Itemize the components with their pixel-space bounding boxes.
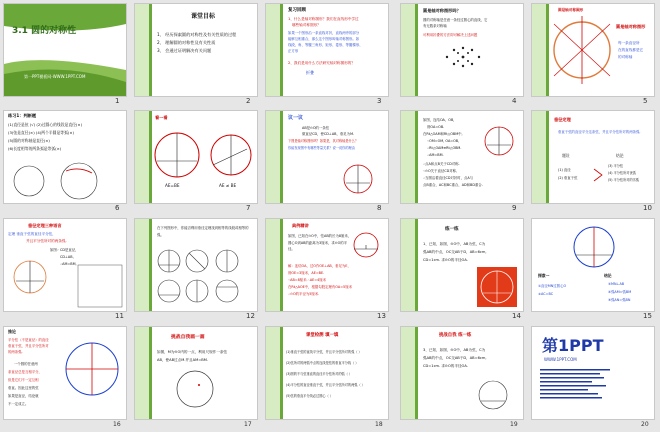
slide-line: 不一定成立。	[8, 402, 29, 406]
slide-line: 2、 理解圆的对称性及有关性质	[157, 40, 216, 45]
brand-logo: 第1PPT	[542, 336, 604, 355]
slide-line: 条直径总是互相平分，	[8, 370, 42, 374]
slide-number: 17	[244, 421, 252, 428]
slide-line: CD⊥AB,	[60, 255, 74, 259]
slide-thumbnail-14[interactable]	[400, 218, 524, 312]
slide-line: CD=1cm. 求⊙O的半径OA.	[423, 364, 468, 368]
slide-background	[4, 4, 126, 96]
slide-line: 能够互相重合，那么这个图形叫轴对称图形。如	[288, 37, 360, 41]
slide-line: ∴⊙O的半径为5厘米.	[288, 292, 320, 296]
slide-line: ∴AM=BM,	[60, 262, 77, 266]
slide-line: CD=1cm. 求⊙O的半径OA.	[423, 258, 468, 262]
slide-line: 哪些轴对称图形？	[292, 23, 321, 27]
slide-number: 12	[246, 312, 255, 320]
slide-thumbnail-17[interactable]	[134, 326, 258, 420]
slide-heading: 挑战自我 练一练	[439, 333, 472, 338]
slide-line: AB，使AB过点M.并且AM=BM.	[157, 358, 208, 362]
slide-background	[401, 111, 523, 203]
slide-thumbnail-13[interactable]	[265, 218, 389, 312]
slide-caption: AE=BE	[165, 183, 180, 188]
slide-caption: AE ≠ BE	[219, 183, 237, 188]
slide-heading: 复习回顾	[288, 8, 306, 13]
slide-line: ∴AM=BM.	[427, 153, 444, 157]
slide-line: ②AC=BC	[538, 292, 554, 296]
slide-number: 6	[115, 204, 120, 212]
slide-line: 可利用折叠的方法即可解决上述问题	[423, 33, 478, 37]
slide-line: 解：连结OA，过O作OE⊥AB，垂足为E，	[288, 264, 351, 268]
slide-number: 5	[643, 97, 648, 105]
slide-thumbnail-5[interactable]	[531, 3, 655, 97]
slide-thumbnail-9[interactable]	[400, 110, 524, 204]
slide-line: (5) 平分弦所对的劣弧	[608, 178, 640, 182]
slide-number: 1	[115, 97, 120, 105]
slide-thumbnail-7[interactable]	[134, 110, 258, 204]
slide-thumbnail-15[interactable]	[531, 218, 655, 312]
slide-line: (4)平分弦的直径垂直于弦，并且平分弦所对的两弧（ ）	[286, 383, 365, 387]
slide-line: 弧AB的中点，OC交AB于D，AB=6cm,	[423, 250, 487, 254]
slide-line: ∵⊙O关于直径CD对称,	[423, 169, 458, 173]
slide-line: (3) 平分弦	[608, 164, 624, 168]
slide-line: 1、已知，如图，⊙O中，AB为弦，C为	[423, 242, 486, 246]
slide-thumbnail-18[interactable]	[265, 326, 389, 420]
slide-footer: 第一PPT模板网-WWW.1PPT.COM	[24, 74, 86, 79]
slide-number: 4	[512, 97, 517, 105]
slide-thumbnail-4[interactable]	[400, 3, 524, 97]
slide-heading: 议一议	[288, 115, 304, 121]
slide-line: (5)圆的对称轴是直径(×)	[8, 138, 50, 143]
slide-number: 16	[113, 421, 121, 428]
slide-thumbnail-12[interactable]	[134, 218, 258, 312]
slide-line: 3、已知，如图，⊙O中，AB为弦，C为	[423, 348, 486, 352]
slide-line: 有无数条对称轴	[423, 24, 447, 28]
slide-line: 如果是直径，结论就	[8, 394, 39, 398]
slide-line: (5)弦的垂直平分线必过圆心（ ）	[286, 394, 333, 398]
slide-thumbnail-6[interactable]	[3, 110, 127, 204]
slide-number: 2	[246, 97, 251, 105]
slide-number: 7	[246, 204, 251, 212]
slide-line: ④弧AM=弧BM	[608, 290, 632, 294]
slide-line: 的对称轴	[618, 55, 633, 59]
slide-label: 结论	[604, 273, 612, 278]
slide-line: ①直径MN过圆心O	[538, 284, 567, 288]
slide-number: 13	[377, 312, 386, 320]
slide-title: 3.1 圆的对称性	[12, 26, 77, 36]
slide-thumbnail-2[interactable]	[134, 3, 258, 97]
slide-background	[401, 219, 523, 311]
slide-number: 3	[377, 97, 382, 105]
slide-line: 垂直于弦，并且平分弦所对	[8, 344, 49, 348]
slide-line: AB是⊙O的一条弦	[302, 126, 330, 130]
slide-thumbnail-20[interactable]	[531, 326, 655, 420]
slide-line: ∵OM=OM, OA=OB,	[427, 139, 460, 143]
slide-heading: 练一练	[445, 227, 459, 232]
slide-line: 如图∵ CD是直径，	[50, 248, 79, 252]
slide-line: 的两条弧.	[8, 350, 23, 354]
slide-line: 线段、角、等腰三角形、矩形、菱形、等腰梯形、	[288, 43, 363, 47]
slide-line: 平分弦（不是直径）的直径	[8, 338, 49, 342]
slide-thumbnail-3[interactable]	[265, 3, 389, 97]
slide-line: 1、什么是轴对称图形？我们在直线形中学过	[288, 17, 359, 21]
slide-line: 定理 垂直于弦的直径平分弦，	[8, 232, 56, 236]
slide-line: 每一条直径所	[618, 41, 640, 45]
slide-label: 题设	[562, 153, 570, 158]
slide-line: (1) 直径	[558, 168, 571, 172]
slide-number: 14	[512, 312, 521, 320]
slide-line: 垂直。因此这里的弦	[8, 386, 39, 390]
slide-line: 1、 经历探索圆的对称性及有关性质的过程	[157, 32, 237, 37]
slide-line: (4) 平分弦所对优弧	[608, 171, 636, 175]
slide-line: ∵AB=8厘米 ∴AE=4厘米	[288, 278, 327, 282]
slide-line: 圆是轴对称图形	[558, 8, 584, 12]
slide-heading: 练习1：判断题	[8, 113, 37, 118]
slide-number: 9	[512, 204, 517, 212]
slide-heading: 圆是轴对称图形吗？	[423, 8, 461, 13]
slide-line: ∴当圆沿着直径CD对折时，点A与	[423, 176, 474, 180]
slide-thumbnail-19[interactable]	[400, 326, 524, 420]
slide-label: 结论	[616, 153, 624, 158]
slide-line: ∴点A和点B关于CD对称.	[423, 162, 460, 166]
slide-line: (2)弦所对的两弧中点的连线是弦的垂直平分线（ ）	[286, 361, 359, 365]
slide-heading: 典例精讲	[292, 223, 309, 228]
slide-number: 18	[375, 421, 383, 428]
slide-line: (3)圆的不与弦垂直的直径平分弦所对的弧（ ）	[286, 372, 353, 376]
slide-line: ③MN⊥AB	[608, 282, 625, 286]
slide-number: 8	[377, 204, 382, 212]
slide-line: 如图，连结OA、OB，	[423, 118, 457, 122]
slide-line: (6)长度相等的两条弧是等弧(×)	[8, 146, 62, 151]
slide-heading: 挑战自我画一画	[171, 335, 205, 340]
slide-line: 在Rt△OAM和Rt△OBM中,	[423, 132, 463, 136]
slide-line: 一个圆的任意两	[14, 362, 38, 366]
slide-line: 正方形	[288, 49, 299, 53]
slide-line: 圆是轴对称图形	[616, 24, 646, 29]
slide-line: 如图，已知在⊙O中，弦AB的长为8厘米，圆心O到AB的距离为3厘米，求⊙O的半径。	[288, 234, 352, 251]
slide-line: 并且平分弦所对的两条弧.	[26, 239, 67, 243]
slide-line: 在的直线都是它	[618, 48, 644, 52]
brand-url: WWW.1PPT.COM	[544, 357, 577, 362]
slide-line: 如果一个图形沿一条直线对折，直线两旁的部分	[288, 31, 360, 35]
slide-number: 10	[643, 204, 652, 212]
slide-heading: 课堂目标	[191, 13, 216, 20]
slide-line: 下图是轴对称图形吗？如果是，其对称轴是什么？	[288, 139, 359, 143]
slide-line: 在下列图形中，你能否利用垂径定理找到相等的线段或相等的弧。	[157, 226, 249, 237]
slide-label: 探索一	[538, 273, 550, 278]
slide-line: 3、 会通过证明解决有关问题	[157, 48, 212, 53]
slide-number: 20	[641, 421, 649, 428]
slide-heading: 课堂检测 填一填	[306, 333, 339, 338]
slide-line: 圆的对称轴是任意一条经过圆心的直线，它	[423, 18, 488, 22]
slide-line: 则OE=3厘米，AE=BE.	[288, 271, 325, 275]
slide-line: 折叠	[306, 70, 314, 75]
slide-line: 做直径CD，使CD⊥AB，垂足为M.	[302, 132, 355, 136]
slide-line: 点B重合，AC和BC重合，AD和BD重合.	[423, 183, 483, 187]
slide-line: (1)直径是弦 (√) (2)过圆心的线段是直径(×)	[8, 122, 83, 127]
slide-background	[532, 111, 654, 203]
slide-line: 但是它们不一定互相	[8, 378, 39, 382]
slide-line: 你能发现图中有哪些等量关系？说一说你的理由	[288, 146, 355, 150]
slide-thumbnail-10[interactable]	[531, 110, 655, 204]
slide-line: (1)垂直于弦的直线平分弦，并且平分弦所对的弧（ ）	[286, 350, 362, 354]
slide-line: 2、我们是用什么方法研究轴对称图形的？	[288, 61, 355, 65]
slide-heading: 看一看	[155, 115, 168, 120]
slide-background	[135, 111, 257, 203]
slide-background	[401, 327, 523, 419]
slide-number: 19	[510, 421, 518, 428]
slide-line: 弧AB的中点，OC交AB于D，AB=6cm,	[423, 356, 487, 360]
slide-line: 如图，M为⊙O内的一点，利用尺规作一条弦	[157, 350, 228, 354]
slide-thumbnail-8[interactable]	[265, 110, 389, 204]
slide-number: 11	[115, 312, 124, 320]
slide-thumbnail-1[interactable]	[3, 3, 127, 97]
slide-heading: 垂径定理三种语言	[28, 223, 62, 228]
slide-number: 15	[643, 312, 652, 320]
slide-line: ⑤弧AN=弧BN	[608, 298, 631, 302]
slide-line: ∴Rt△OAM≌Rt△OBM.	[427, 146, 462, 150]
slide-line: 在Rt△AOE中，根据勾股定理有OA=5厘米	[288, 285, 352, 289]
slide-thumbnail-16[interactable]	[3, 326, 127, 420]
slide-heading: 垂径定理	[554, 117, 571, 122]
slide-line: 则OA=OB.	[427, 125, 445, 129]
slide-thumbnail-11[interactable]	[3, 218, 127, 312]
slide-line: 垂直于弦的直径平分这条弦，并且平分弦所对的两条弧.	[558, 130, 641, 134]
slide-line: (3)弦是直径(×) (4)两个半圆是等弧(×)	[8, 130, 75, 135]
slide-line: (2) 垂直于弦	[558, 176, 578, 180]
slide-heading: 推论	[8, 329, 16, 334]
